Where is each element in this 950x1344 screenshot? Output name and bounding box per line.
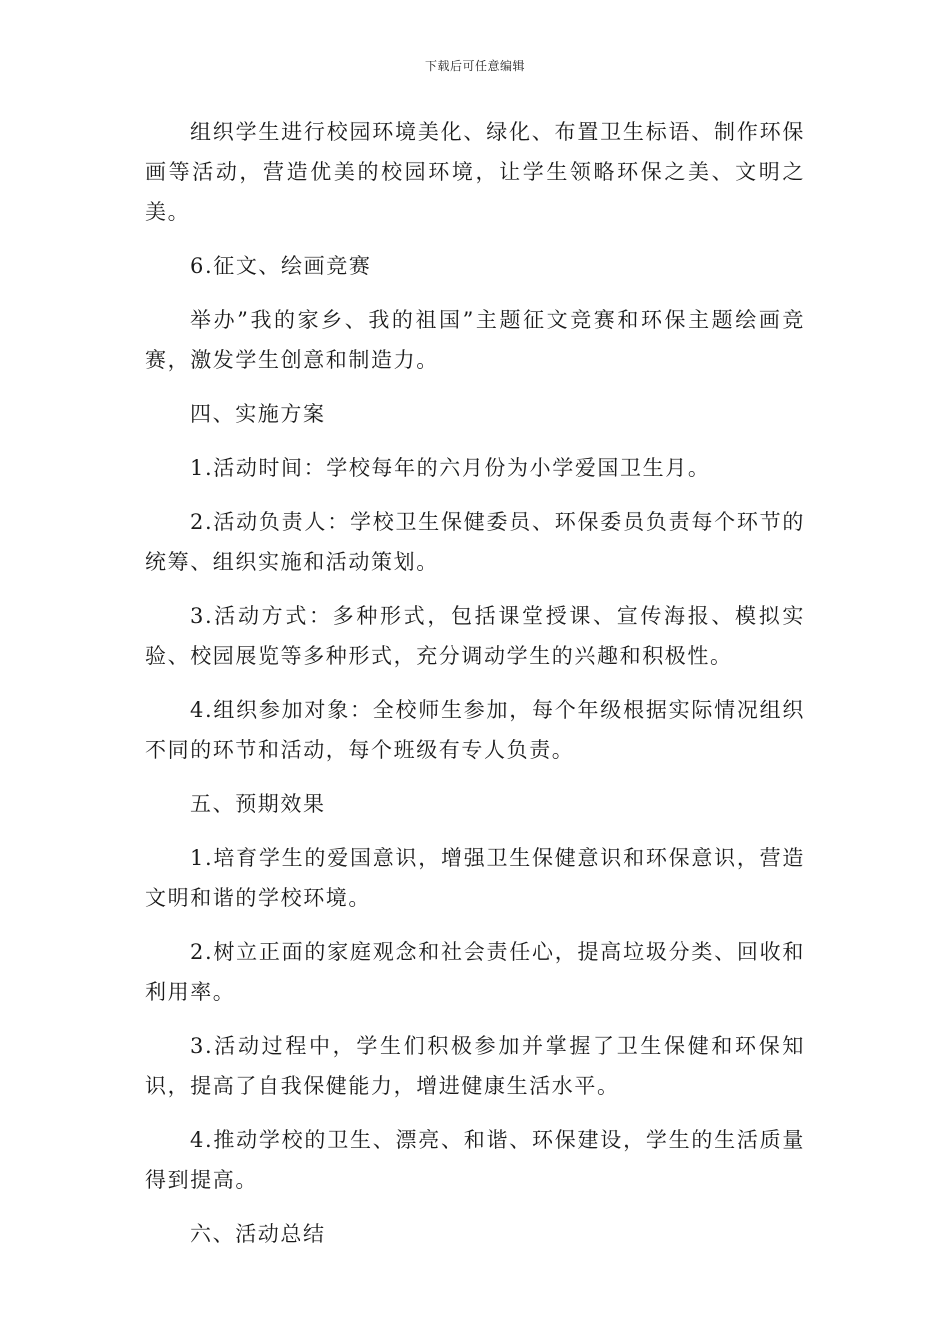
page-header-note: 下载后可任意编辑 xyxy=(424,59,525,73)
document-body xyxy=(145,112,805,1268)
paragraph-result-4: 4.推动学校的卫生、漂亮、和谐、环保建设，学生的生活质量得到提高。 xyxy=(145,1128,805,1192)
paragraph-contest-description: 举办”我的家乡、我的祖国”主题征文竞赛和环保主题绘画竞赛，激发学生创意和制造力。 xyxy=(145,308,805,372)
paragraph-activity-format: 3.活动方式：多种形式，包括课堂授课、宣传海报、模拟实验、校园展览等多种形式，充分调动学生的兴趣和积极性。 xyxy=(145,604,805,668)
paragraph-result-1: 1.培育学生的爱国意识，增强卫生保健意识和环保意识，营造文明和谐的学校环境。 xyxy=(145,846,805,910)
paragraph-result-3: 3.活动过程中，学生们积极参加并掌握了卫生保健和环保知识，提高了自我保健能力，增进健康生活水平。 xyxy=(145,1034,805,1098)
subheading-essay-painting-contest: 6.征文、绘画竞赛 xyxy=(190,254,372,278)
paragraph-result-2: 2.树立正面的家庭观念和社会责任心，提高垃圾分类、回收和利用率。 xyxy=(145,940,805,1004)
paragraph-campus-beautification: 组织学生进行校园环境美化、绿化、布置卫生标语、制作环保画等活动，营造优美的校园环境，让学生领略环保之美、文明之美。 xyxy=(145,120,805,224)
paragraph-activity-time: 1.活动时间：学校每年的六月份为小学爱国卫生月。 xyxy=(190,456,711,480)
section-heading-summary: 六、活动总结 xyxy=(190,1222,326,1246)
section-heading-expected-results: 五、预期效果 xyxy=(190,792,326,816)
paragraph-activity-leader: 2.活动负责人：学校卫生保健委员、环保委员负责每个环节的统筹、组织实施和活动策划。 xyxy=(145,510,805,574)
section-heading-implementation: 四、实施方案 xyxy=(190,402,326,426)
paragraph-participants: 4.组织参加对象：全校师生参加，每个年级根据实际情况组织不同的环节和活动，每个班级有专人负责。 xyxy=(145,698,805,762)
